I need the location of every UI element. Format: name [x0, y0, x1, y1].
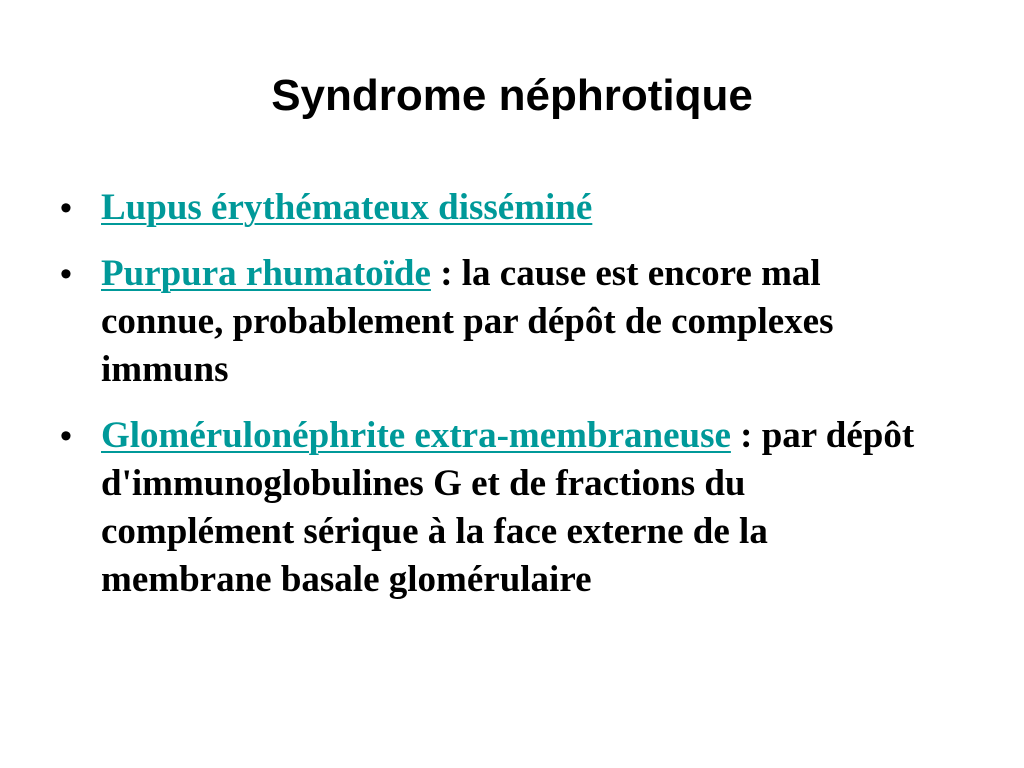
- bullet-icon: •: [60, 255, 72, 293]
- link-glomerulonephrite[interactable]: Glomérulonéphrite extra-membraneuse: [101, 415, 731, 456]
- list-item-glomerulonephrite: [0, 412, 921, 604]
- list-item-purpura: [0, 250, 921, 394]
- bullet-icon: •: [60, 189, 72, 227]
- bullet-icon: •: [60, 417, 72, 455]
- slide-title: Syndrome néphrotique: [271, 71, 753, 120]
- list-item-lupus: [0, 184, 921, 232]
- bullet-text: : par dépôt d'immunoglobulines G et de fractions du complément sérique à la face externe de la membrane basale glomérulaire: [101, 415, 915, 600]
- link-lupus[interactable]: Lupus érythémateux disséminé: [101, 187, 593, 228]
- bullet-list: [0, 184, 1024, 622]
- link-purpura[interactable]: Purpura rhumatoïde: [101, 253, 431, 294]
- bullet-text: : la cause est encore mal connue, probablement par dépôt de complexes immuns: [101, 253, 834, 390]
